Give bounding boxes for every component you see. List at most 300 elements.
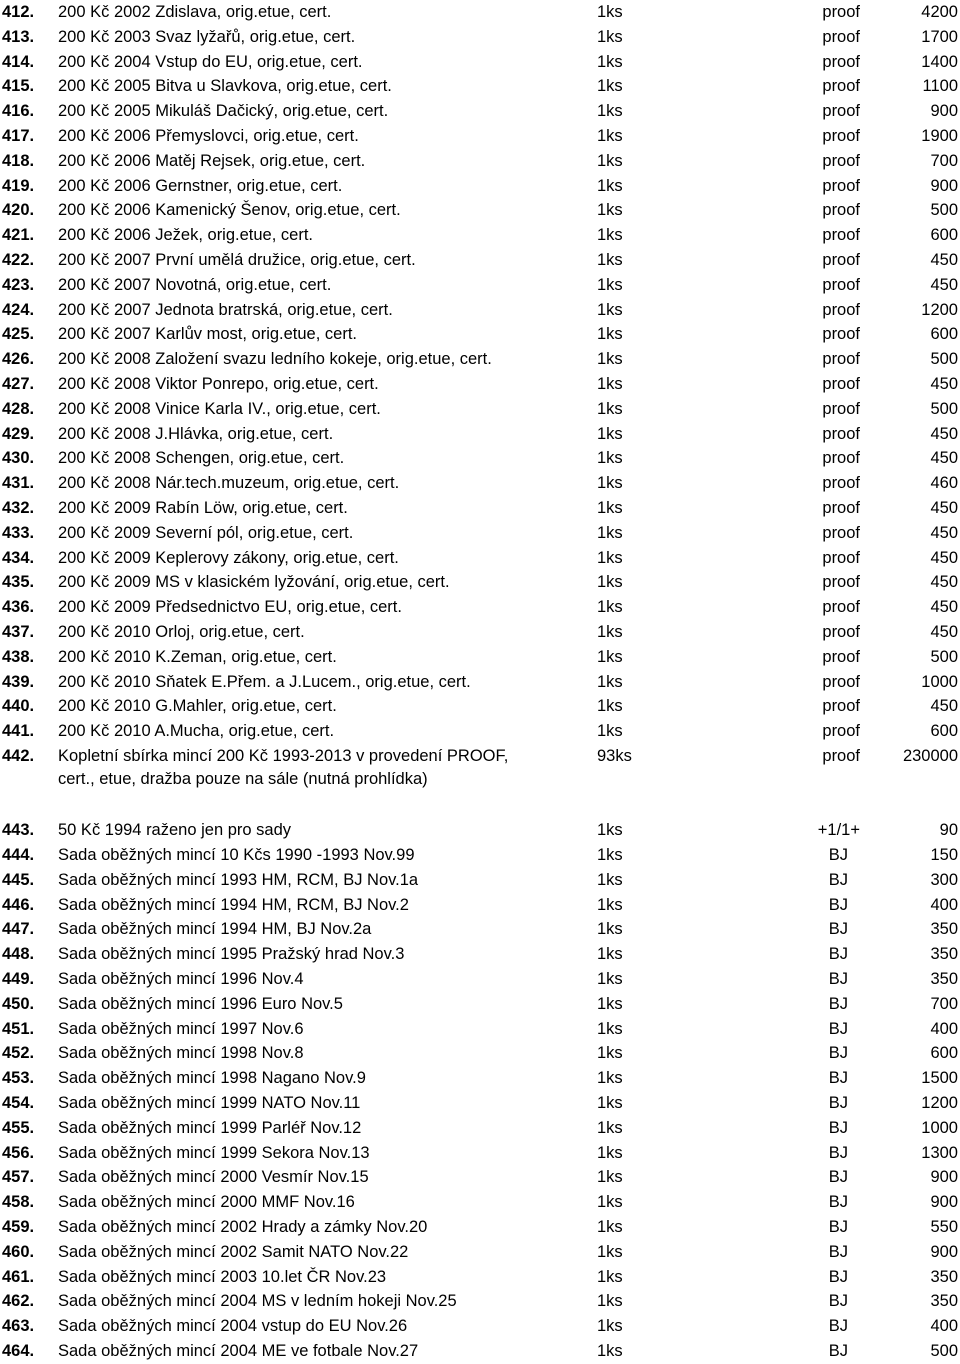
lot-quantity: 1ks	[597, 1044, 623, 1063]
lot-description: Sada oběžných mincí 1996 Euro Nov.5	[58, 994, 343, 1013]
lot-grade: proof	[822, 449, 860, 468]
lot-price: 1100	[922, 77, 958, 96]
lot-description: Kopletní sbírka mincí 200 Kč 1993-2013 v provedení PROOF, cert., etue, dražba pouze na sále (nutná prohlídka)	[58, 746, 509, 788]
lot-grade: proof	[822, 573, 860, 592]
lot-description: 200 Kč 2003 Svaz lyžařů, orig.etue, cert.	[58, 27, 356, 46]
lot-row	[0, 1017, 960, 1042]
lot-grade: proof	[822, 399, 860, 418]
lot-grade: BJ	[828, 1292, 848, 1311]
lot-description: Sada oběžných mincí 2003 10.let ČR Nov.23	[58, 1267, 387, 1286]
lot-grade: BJ	[828, 1267, 848, 1286]
lot-quantity: 1ks	[597, 846, 623, 865]
lot-grade: proof	[822, 672, 860, 691]
lot-description: Sada oběžných mincí 1994 HM, BJ Nov.2a	[58, 920, 372, 939]
lot-description: 200 Kč 2008 Vinice Karla IV., orig.etue, cert.	[58, 399, 381, 418]
lot-quantity: 1ks	[597, 151, 623, 170]
lot-row	[0, 992, 960, 1017]
lot-number: 446.	[2, 895, 35, 914]
lot-description: Sada oběžných mincí 2000 MMF Nov.16	[58, 1193, 355, 1212]
lot-row	[0, 471, 960, 496]
lot-row	[0, 25, 960, 50]
lot-row	[0, 124, 960, 149]
lot-description: 200 Kč 2009 Předsednictvo EU, orig.etue, cert.	[58, 598, 402, 617]
lot-price: 1200	[921, 300, 958, 319]
lot-row	[0, 967, 960, 992]
lot-price: 500	[930, 399, 958, 418]
lot-quantity: 1ks	[597, 1267, 623, 1286]
lot-number: 422.	[2, 250, 35, 269]
lot-row	[0, 818, 960, 843]
lot-quantity: 1ks	[597, 821, 623, 840]
lot-row	[0, 74, 960, 99]
lot-row	[0, 1116, 960, 1141]
lot-row	[0, 198, 960, 223]
lot-description: 200 Kč 2006 Gernstner, orig.etue, cert.	[58, 176, 343, 195]
lot-number: 441.	[2, 722, 35, 741]
lot-price: 1900	[921, 126, 958, 145]
lot-price: 1400	[921, 52, 958, 71]
lot-quantity: 1ks	[597, 647, 623, 666]
lot-description: 200 Kč 2007 Novotná, orig.etue, cert.	[58, 275, 332, 294]
lot-quantity: 1ks	[597, 275, 623, 294]
lot-number: 440.	[2, 697, 35, 716]
lot-row	[0, 273, 960, 298]
lot-grade: BJ	[828, 1094, 848, 1113]
lot-row	[0, 1066, 960, 1091]
lot-number: 449.	[2, 970, 35, 989]
lot-description: Sada oběžných mincí 1998 Nov.8	[58, 1044, 304, 1063]
lot-quantity: 1ks	[597, 697, 623, 716]
lot-row	[0, 422, 960, 447]
lot-price: 450	[930, 573, 958, 592]
lot-grade: +1/1+	[817, 821, 860, 840]
lot-price: 460	[930, 474, 958, 493]
lot-number: 418.	[2, 151, 35, 170]
lot-number: 455.	[2, 1118, 35, 1137]
lot-grade: proof	[822, 27, 860, 46]
lot-description: 200 Kč 2010 A.Mucha, orig.etue, cert.	[58, 722, 335, 741]
lot-number: 451.	[2, 1019, 35, 1038]
lot-number: 464.	[2, 1342, 35, 1361]
lot-number: 460.	[2, 1242, 35, 1261]
lot-price: 1700	[921, 27, 958, 46]
lot-quantity: 1ks	[597, 176, 623, 195]
lot-row	[0, 893, 960, 918]
lot-description: 200 Kč 2007 Karlův most, orig.etue, cert.	[58, 325, 357, 344]
lot-grade: proof	[822, 523, 860, 542]
lot-number: 428.	[2, 399, 35, 418]
lot-description: 50 Kč 1994 raženo jen pro sady	[58, 821, 291, 840]
lot-description: 200 Kč 2007 Jednota bratrská, orig.etue, cert.	[58, 300, 393, 319]
lot-description: 200 Kč 2004 Vstup do EU, orig.etue, cert.	[58, 52, 363, 71]
lot-quantity: 1ks	[597, 1342, 623, 1361]
lot-description: Sada oběžných mincí 1998 Nagano Nov.9	[58, 1069, 366, 1088]
lot-number: 417.	[2, 126, 35, 145]
lot-description: 200 Kč 2010 G.Mahler, orig.etue, cert.	[58, 697, 337, 716]
lot-row	[0, 1190, 960, 1215]
lot-row	[0, 694, 960, 719]
lot-grade: proof	[822, 102, 860, 121]
lot-row	[0, 1091, 960, 1116]
lot-description: 200 Kč 2008 Viktor Ponrepo, orig.etue, cert.	[58, 374, 379, 393]
lot-grade: BJ	[828, 1118, 848, 1137]
lot-quantity: 1ks	[597, 399, 623, 418]
lot-grade: BJ	[828, 1044, 848, 1063]
lot-grade: proof	[822, 250, 860, 269]
lot-description: 200 Kč 2008 J.Hlávka, orig.etue, cert.	[58, 424, 334, 443]
lot-grade: proof	[822, 474, 860, 493]
lot-row	[0, 50, 960, 75]
lot-description: 200 Kč 2010 Orloj, orig.etue, cert.	[58, 622, 305, 641]
lot-number: 413.	[2, 27, 35, 46]
lot-description: Sada oběžných mincí 2000 Vesmír Nov.15	[58, 1168, 369, 1187]
lot-row	[0, 521, 960, 546]
lot-grade: proof	[822, 126, 860, 145]
lot-row	[0, 99, 960, 124]
lot-grade: BJ	[828, 1019, 848, 1038]
lot-price: 450	[930, 250, 958, 269]
lot-description: Sada oběžných mincí 1993 HM, RCM, BJ Nov.1a	[58, 870, 419, 889]
lot-price: 1500	[921, 1069, 958, 1088]
lot-number: 436.	[2, 598, 35, 617]
lot-grade: BJ	[828, 870, 848, 889]
lot-quantity: 1ks	[597, 1242, 623, 1261]
lot-price: 350	[930, 1292, 958, 1311]
lot-quantity: 1ks	[597, 1069, 623, 1088]
lot-grade: proof	[822, 498, 860, 517]
lot-quantity: 1ks	[597, 424, 623, 443]
lot-description: 200 Kč 2006 Matěj Rejsek, orig.etue, cert.	[58, 151, 366, 170]
lot-price: 500	[930, 647, 958, 666]
lot-price: 150	[930, 846, 958, 865]
lot-price: 4200	[921, 3, 958, 21]
lot-row	[0, 248, 960, 273]
lot-price: 90	[939, 821, 958, 840]
lot-quantity: 1ks	[597, 1168, 623, 1187]
lot-number: 456.	[2, 1143, 35, 1162]
lot-number: 430.	[2, 449, 35, 468]
lot-description: 200 Kč 2009 Severní pól, orig.etue, cert.	[58, 523, 354, 542]
lot-number: 447.	[2, 920, 35, 939]
lot-row	[0, 843, 960, 868]
lot-price: 1300	[921, 1143, 958, 1162]
lot-number: 424.	[2, 300, 35, 319]
lot-price: 1000	[921, 1118, 958, 1137]
lot-price: 400	[930, 1317, 958, 1336]
lot-price: 350	[930, 1267, 958, 1286]
lot-quantity: 1ks	[597, 1218, 623, 1237]
lot-description: 200 Kč 2006 Přemyslovci, orig.etue, cert.	[58, 126, 359, 145]
lot-price: 450	[930, 598, 958, 617]
lot-grade: proof	[822, 622, 860, 641]
lot-description: 200 Kč 2002 Zdislava, orig.etue, cert.	[58, 3, 332, 21]
lot-row	[0, 1141, 960, 1166]
lot-grade: BJ	[828, 945, 848, 964]
lot-number: 439.	[2, 672, 35, 691]
lot-description: 200 Kč 2008 Založení svazu ledního kokeje, orig.etue, cert.	[58, 350, 492, 369]
lot-row	[0, 744, 960, 818]
lot-quantity: 1ks	[597, 548, 623, 567]
lot-quantity: 1ks	[597, 672, 623, 691]
lot-price: 300	[930, 870, 958, 889]
lot-price: 500	[930, 350, 958, 369]
lot-number: 429.	[2, 424, 35, 443]
lot-number: 450.	[2, 994, 35, 1013]
lot-grade: BJ	[828, 1168, 848, 1187]
lot-number: 442.	[2, 746, 35, 765]
lot-row	[0, 174, 960, 199]
lot-description: 200 Kč 2010 Sňatek E.Přem. a J.Lucem., orig.etue, cert.	[58, 672, 471, 691]
lot-price: 900	[930, 1242, 958, 1261]
lot-grade: BJ	[828, 1218, 848, 1237]
lot-description: Sada oběžných mincí 2004 vstup do EU Nov.26	[58, 1317, 408, 1336]
lot-grade: proof	[822, 374, 860, 393]
lot-description: 200 Kč 2006 Kamenický Šenov, orig.etue, cert.	[58, 201, 401, 220]
lot-quantity: 1ks	[597, 1118, 623, 1137]
lot-grade: proof	[822, 350, 860, 369]
lot-grade: proof	[822, 3, 860, 21]
lot-price: 450	[930, 498, 958, 517]
lot-quantity: 1ks	[597, 300, 623, 319]
lot-quantity: 93ks	[597, 746, 632, 765]
lot-price: 450	[930, 697, 958, 716]
lot-grade: proof	[822, 77, 860, 96]
lot-grade: proof	[822, 52, 860, 71]
lot-description: 200 Kč 2010 K.Zeman, orig.etue, cert.	[58, 647, 337, 666]
lot-row	[0, 1339, 960, 1364]
lot-row	[0, 322, 960, 347]
lot-quantity: 1ks	[597, 1193, 623, 1212]
lot-price: 600	[930, 325, 958, 344]
lot-quantity: 1ks	[597, 350, 623, 369]
lot-description: Sada oběžných mincí 2004 MS v ledním hokeji Nov.25	[58, 1292, 457, 1311]
lot-number: 427.	[2, 374, 35, 393]
lot-quantity: 1ks	[597, 498, 623, 517]
lot-description: Sada oběžných mincí 10 Kčs 1990 -1993 Nov.99	[58, 846, 415, 865]
lot-row	[0, 570, 960, 595]
lot-price: 450	[930, 275, 958, 294]
lot-number: 426.	[2, 350, 35, 369]
lot-grade: proof	[822, 176, 860, 195]
lot-row	[0, 670, 960, 695]
lot-description: Sada oběžných mincí 2002 Hrady a zámky Nov.20	[58, 1218, 428, 1237]
lot-number: 420.	[2, 201, 35, 220]
lot-number: 458.	[2, 1193, 35, 1212]
lot-grade: proof	[822, 300, 860, 319]
lot-row	[0, 1215, 960, 1240]
lot-row	[0, 397, 960, 422]
lot-quantity: 1ks	[597, 1143, 623, 1162]
lot-price: 550	[930, 1218, 958, 1237]
lot-number: 453.	[2, 1069, 35, 1088]
lot-number: 454.	[2, 1094, 35, 1113]
lot-price: 600	[930, 226, 958, 245]
lot-row	[0, 917, 960, 942]
lot-row	[0, 620, 960, 645]
lot-description: Sada oběžných mincí 1997 Nov.6	[58, 1019, 304, 1038]
lot-row	[0, 1314, 960, 1339]
lot-description: Sada oběžných mincí 1996 Nov.4	[58, 970, 304, 989]
lot-number: 415.	[2, 77, 35, 96]
lot-description: 200 Kč 2009 Rabín Löw, orig.etue, cert.	[58, 498, 348, 517]
lot-grade: proof	[822, 151, 860, 170]
lot-quantity: 1ks	[597, 52, 623, 71]
lot-quantity: 1ks	[597, 722, 623, 741]
lot-number: 433.	[2, 523, 35, 542]
lot-price: 350	[930, 970, 958, 989]
lot-grade: proof	[822, 201, 860, 220]
lot-quantity: 1ks	[597, 449, 623, 468]
lot-description: Sada oběžných mincí 1994 HM, RCM, BJ Nov.2	[58, 895, 409, 914]
lot-grade: BJ	[828, 846, 848, 865]
lot-row	[0, 149, 960, 174]
lot-number: 461.	[2, 1267, 35, 1286]
lot-description: Sada oběžných mincí 1995 Pražský hrad Nov.3	[58, 945, 405, 964]
lot-number: 423.	[2, 275, 35, 294]
lot-price: 450	[930, 424, 958, 443]
lot-number: 438.	[2, 647, 35, 666]
lot-number: 443.	[2, 821, 35, 840]
lot-price: 400	[930, 895, 958, 914]
lot-quantity: 1ks	[597, 622, 623, 641]
lot-number: 445.	[2, 870, 35, 889]
lot-price: 900	[930, 1193, 958, 1212]
lot-grade: proof	[822, 598, 860, 617]
lot-grade: proof	[822, 647, 860, 666]
lot-quantity: 1ks	[597, 325, 623, 344]
lot-row	[0, 645, 960, 670]
lot-price: 450	[930, 374, 958, 393]
lot-price: 350	[930, 945, 958, 964]
lot-quantity: 1ks	[597, 27, 623, 46]
lot-price: 600	[930, 722, 958, 741]
lot-grade: proof	[822, 424, 860, 443]
lot-price: 450	[930, 523, 958, 542]
lot-description: 200 Kč 2009 Keplerovy zákony, orig.etue, cert.	[58, 548, 399, 567]
lot-quantity: 1ks	[597, 226, 623, 245]
lot-quantity: 1ks	[597, 77, 623, 96]
lot-price: 450	[930, 449, 958, 468]
lot-grade: proof	[822, 275, 860, 294]
lot-row	[0, 1265, 960, 1290]
lot-number: 414.	[2, 52, 35, 71]
lot-grade: proof	[822, 548, 860, 567]
lot-price: 450	[930, 622, 958, 641]
lot-price: 900	[930, 102, 958, 121]
lot-grade: BJ	[828, 970, 848, 989]
lot-price: 500	[930, 1342, 958, 1361]
lot-number: 462.	[2, 1292, 35, 1311]
lot-grade: proof	[822, 226, 860, 245]
lot-number: 435.	[2, 573, 35, 592]
lot-number: 459.	[2, 1218, 35, 1237]
lot-row	[0, 1165, 960, 1190]
lot-description: Sada oběžných mincí 1999 NATO Nov.11	[58, 1094, 361, 1113]
lot-grade: proof	[822, 746, 860, 765]
lot-row	[0, 446, 960, 471]
lot-description: Sada oběžných mincí 1999 Sekora Nov.13	[58, 1143, 370, 1162]
lot-grade: BJ	[828, 1069, 848, 1088]
lot-number: 416.	[2, 102, 35, 121]
lot-grade: proof	[822, 722, 860, 741]
lot-price: 1200	[921, 1094, 958, 1113]
lot-row	[0, 372, 960, 397]
lot-description: 200 Kč 2009 MS v klasickém lyžování, orig.etue, cert.	[58, 573, 450, 592]
lot-price: 500	[930, 201, 958, 220]
lot-number: 437.	[2, 622, 35, 641]
lot-price: 900	[930, 176, 958, 195]
lot-row	[0, 223, 960, 248]
lot-number: 421.	[2, 226, 35, 245]
lot-description: 200 Kč 2008 Schengen, orig.etue, cert.	[58, 449, 345, 468]
lot-quantity: 1ks	[597, 970, 623, 989]
lot-row	[0, 719, 960, 744]
lot-grade: proof	[822, 697, 860, 716]
lot-grade: BJ	[828, 1143, 848, 1162]
lot-number: 448.	[2, 945, 35, 964]
lot-quantity: 1ks	[597, 250, 623, 269]
lot-grade: BJ	[828, 920, 848, 939]
lot-row	[0, 942, 960, 967]
lot-quantity: 1ks	[597, 870, 623, 889]
lot-grade: proof	[822, 325, 860, 344]
lot-number: 457.	[2, 1168, 35, 1187]
lot-price: 350	[930, 920, 958, 939]
lot-quantity: 1ks	[597, 920, 623, 939]
lot-grade: BJ	[828, 1342, 848, 1361]
lot-number: 431.	[2, 474, 35, 493]
lot-price: 230000	[902, 746, 958, 765]
lot-quantity: 1ks	[597, 374, 623, 393]
lot-row	[0, 868, 960, 893]
lot-quantity: 1ks	[597, 945, 623, 964]
lot-grade: BJ	[828, 1193, 848, 1212]
lot-number: 412.	[2, 3, 35, 21]
lot-quantity: 1ks	[597, 1317, 623, 1336]
lot-price: 600	[930, 1044, 958, 1063]
lot-price: 400	[930, 1019, 958, 1038]
lot-description: 200 Kč 2007 První umělá družice, orig.etue, cert.	[58, 250, 416, 269]
lot-number: 444.	[2, 846, 35, 865]
lot-number: 419.	[2, 176, 35, 195]
lot-quantity: 1ks	[597, 1019, 623, 1038]
lot-quantity: 1ks	[597, 3, 623, 21]
lot-description: Sada oběžných mincí 1999 Parléř Nov.12	[58, 1118, 362, 1137]
lot-quantity: 1ks	[597, 523, 623, 542]
lot-row	[0, 1289, 960, 1314]
lot-row	[0, 347, 960, 372]
lot-grade: BJ	[828, 994, 848, 1013]
lot-grade: BJ	[828, 895, 848, 914]
lot-description: 200 Kč 2006 Ježek, orig.etue, cert.	[58, 226, 313, 245]
lot-number: 434.	[2, 548, 35, 567]
lot-quantity: 1ks	[597, 1292, 623, 1311]
lot-price: 700	[930, 151, 958, 170]
lot-grade: BJ	[828, 1242, 848, 1261]
lot-description: 200 Kč 2005 Mikuláš Dačický, orig.etue, cert.	[58, 102, 389, 121]
lot-price: 900	[930, 1168, 958, 1187]
lot-price: 450	[930, 548, 958, 567]
lot-quantity: 1ks	[597, 895, 623, 914]
lot-number: 452.	[2, 1044, 35, 1063]
lot-quantity: 1ks	[597, 102, 623, 121]
lot-quantity: 1ks	[597, 201, 623, 220]
lot-row	[0, 496, 960, 521]
lot-row	[0, 1240, 960, 1265]
lot-price: 700	[930, 994, 958, 1013]
lot-quantity: 1ks	[597, 994, 623, 1013]
lot-quantity: 1ks	[597, 1094, 623, 1113]
